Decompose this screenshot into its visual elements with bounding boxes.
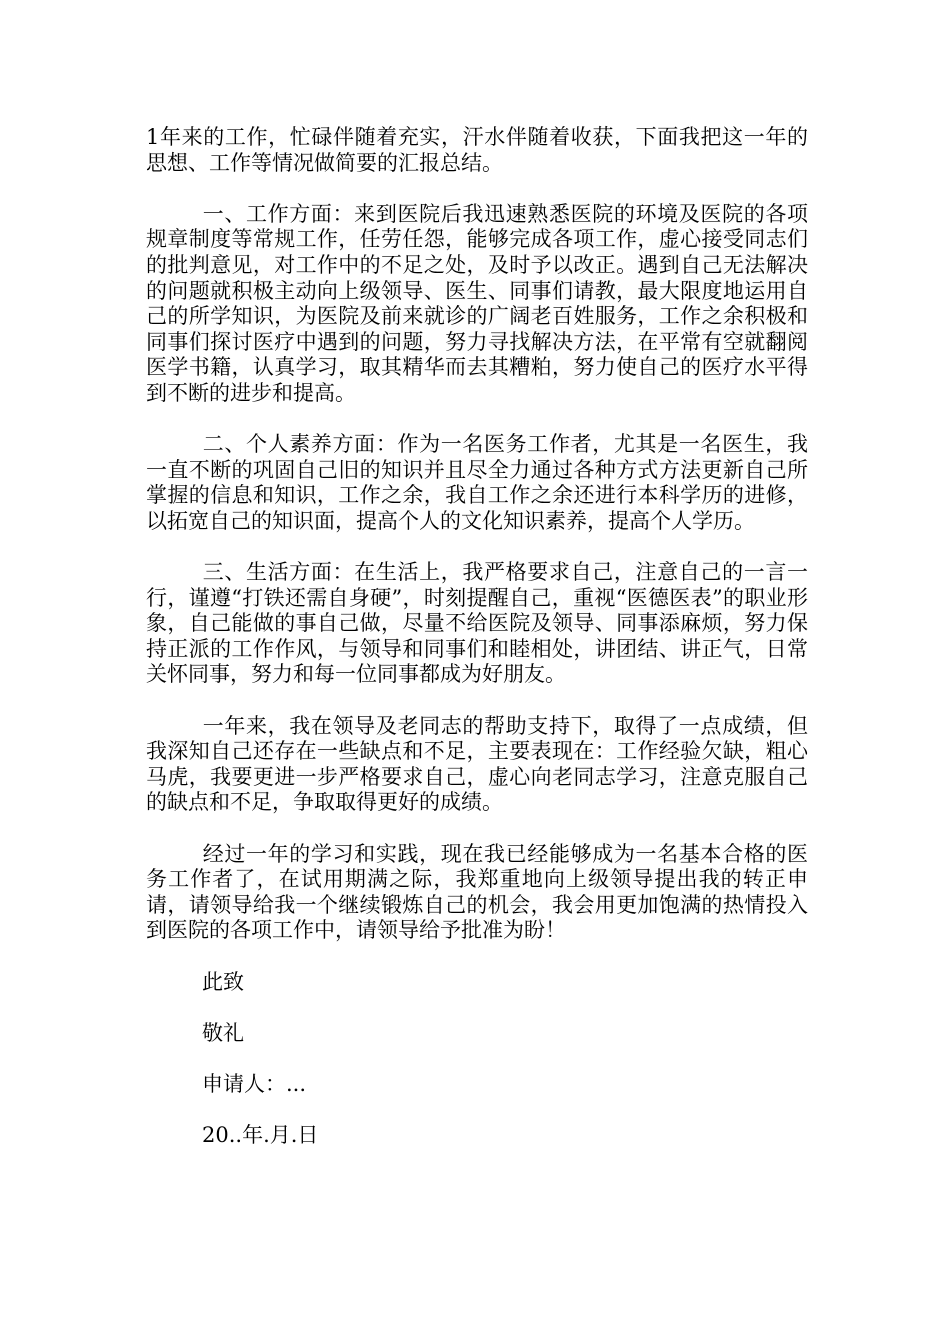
summary-paragraph: 一年来，我在领导及老同志的帮助支持下，取得了一点成绩，但我深知自己还存在一些缺点和不足，主要表现在：工作经验欠缺，粗心马虎，我要更进一步严格要求自己，虚心向老同志学习，注意克服自己的缺点和不足，争取取得更好的成绩。 [146,713,808,815]
life-paragraph: 三、生活方面：在生活上，我严格要求自己，注意自己的一言一行，谨遵“打铁还需自身硬”，时刻提醒自己，重视“医德医表”的职业形象，自己能做的事自己做，尽量不给医院及领导、同事添麻烦，努力保持正派的工作作风，与领导和同事们和睦相处，讲团结、讲正气，日常关怀同事，努力和每一位同事都成为好朋友。 [146,560,808,687]
work-paragraph: 一、工作方面：来到医院后我迅速熟悉医院的环境及医院的各项规章制度等常规工作，任劳任怨，能够完成各项工作，虚心接受同志们的批判意见，对工作中的不足之处，及时予以改正。遇到自己无法解决的问题就积极主动向上级领导、医生、同事们请教，最大限度地运用自己的所学知识，为医院及前来就诊的广阔老百姓服务，工作之余积极和同事们探讨医疗中遇到的问题，努力寻找解决方法，在平常有空就翻阅医学书籍，认真学习，取其精华而去其糟粕，努力使自己的医疗水平得到不断的进步和提高。 [146,201,808,405]
applicant-signature: 申请人：... [202,1071,307,1096]
document-body [146,125,808,1174]
application-date: 20..年.月.日 [202,1123,319,1148]
closing-salutation: 此致 [202,969,244,994]
request-paragraph: 经过一年的学习和实践，现在我已经能够成为一名基本合格的医务工作者了，在试用期满之际，我郑重地向上级领导提出我的转正申请，请领导给我一个继续锻炼自己的机会，我会用更加饱满的热情投入到医院的各项工作中，请领导给予批准为盼！ [146,841,808,943]
intro-paragraph: 1年来的工作，忙碌伴随着充实，汗水伴随着收获，下面我把这一年的思想、工作等情况做简要的汇报总结。 [146,125,808,175]
personal-quality-paragraph: 二、个人素养方面：作为一名医务工作者，尤其是一名医生，我一直不断的巩固自己旧的知识并且尽全力通过各种方式方法更新自己所掌握的信息和知识，工作之余，我自工作之余还进行本科学历的进修，以拓宽自己的知识面，提高个人的文化知识素养，提高个人学历。 [146,432,808,533]
closing-regards: 敬礼 [202,1020,244,1045]
